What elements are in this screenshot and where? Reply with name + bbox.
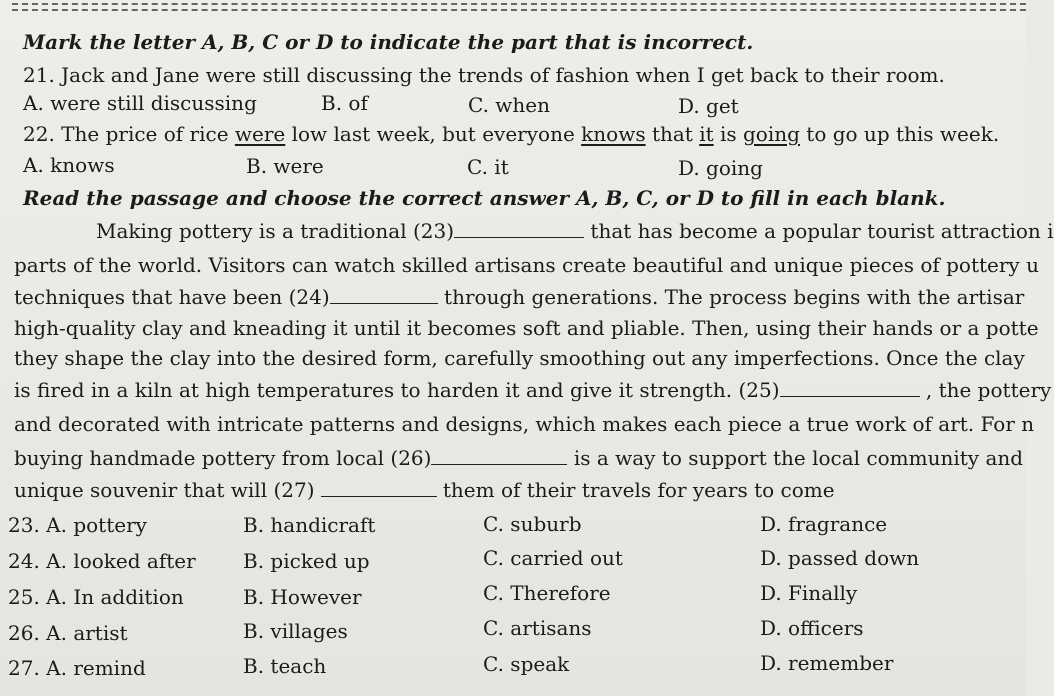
q27-option-c: C. speak	[483, 652, 570, 676]
passage-text: through generations. The process begins with the artisar	[444, 285, 1025, 309]
q21-option-d: D. get	[678, 94, 739, 118]
q24-option-c: C. carried out	[483, 546, 623, 570]
blank-25	[780, 378, 920, 397]
q22-option-a: A. knows	[23, 153, 115, 177]
top-dashed-border	[12, 3, 1026, 5]
passage-text: Making pottery is a traditional (23)	[96, 219, 455, 243]
q22-stem-part: is	[713, 122, 743, 146]
q22-stem-part: that	[645, 122, 700, 146]
q22-option-b: B. were	[246, 154, 324, 178]
passage-text: buying handmade pottery from local (26)	[14, 446, 432, 470]
q22-stem	[23, 122, 999, 146]
q23-option-d: D. fragrance	[760, 512, 888, 536]
q22-underlined-going: going	[743, 122, 800, 146]
passage-text: that has become a popular tourist attraction i	[590, 219, 1054, 243]
q22-stem-part: low last week, but everyone	[285, 122, 582, 146]
passage-text: unique souvenir that will (27)	[14, 478, 315, 502]
blank-24	[330, 285, 438, 304]
q26-option-a: 26. A. artist	[8, 621, 128, 645]
q22-underlined-it: it	[699, 122, 714, 146]
passage-line-4: high-quality clay and kneading it until it becomes soft and pliable. Then, using their hands or a potte	[14, 316, 1039, 340]
q26-option-c: C. artisans	[483, 616, 592, 640]
passage-text: , the pottery	[925, 378, 1052, 402]
q22-underlined-knows: knows	[581, 122, 646, 146]
q26-option-b: B. villages	[243, 619, 348, 643]
q27-option-b: B. teach	[243, 654, 327, 678]
passage-text: is fired in a kiln at high temperatures to harden it and give it strength. (25)	[14, 378, 780, 402]
q24-option-b: B. picked up	[243, 549, 370, 573]
passage-text: them of their travels for years to come	[442, 478, 835, 502]
q22-stem-part: to go up this week.	[799, 122, 1000, 146]
q24-option-d: D. passed down	[760, 546, 920, 570]
passage-line-5: they shape the clay into the desired form, carefully smoothing out any imperfections. Once the clay	[14, 346, 1025, 370]
passage-line-6	[14, 378, 1051, 402]
q24-option-a: 24. A. looked after	[8, 549, 196, 573]
q22-underlined-were: were	[234, 122, 286, 146]
section1-instruction: Mark the letter A, B, C or D to indicate the part that is incorrect.	[23, 30, 754, 54]
passage-line-1	[96, 219, 1054, 243]
q22-option-d: D. going	[678, 156, 763, 180]
passage-line-3	[14, 285, 1024, 309]
q23-option-c: C. suburb	[483, 512, 582, 536]
q27-option-d: D. remember	[760, 651, 894, 675]
q21-option-c: C. when	[468, 93, 551, 117]
passage-line-2: parts of the world. Visitors can watch skilled artisans create beautiful and unique pieces of pottery u	[14, 253, 1039, 277]
q25-option-b: B. However	[243, 585, 362, 609]
q21-stem: 21. Jack and Jane were still discussing the trends of fashion when I get back to their room.	[23, 63, 945, 87]
blank-23	[454, 219, 584, 238]
blank-27	[321, 478, 437, 497]
q21-option-b: B. of	[321, 91, 368, 115]
passage-text: is a way to support the local community and	[573, 446, 1024, 470]
q25-option-d: D. Finally	[760, 581, 858, 605]
top-dashed-border-2	[12, 9, 1026, 11]
passage-line-8	[14, 446, 1023, 470]
section2-instruction: Read the passage and choose the correct answer A, B, C, or D to fill in each blank.	[23, 186, 946, 210]
q22-stem-part: 22. The price of rice	[23, 122, 235, 146]
q23-option-a: 23. A. pottery	[8, 513, 147, 537]
passage-text: techniques that have been (24)	[14, 285, 330, 309]
q25-option-a: 25. A. In addition	[8, 585, 184, 609]
passage-line-7: and decorated with intricate patterns and designs, which makes each piece a true work of art. For n	[14, 412, 1035, 436]
q27-option-a: 27. A. remind	[8, 656, 146, 680]
passage-line-9	[14, 478, 835, 502]
q25-option-c: C. Therefore	[483, 581, 611, 605]
q21-option-a: A. were still discussing	[23, 91, 257, 115]
blank-26	[431, 446, 567, 465]
q23-option-b: B. handicraft	[243, 513, 376, 537]
q26-option-d: D. officers	[760, 616, 864, 640]
q22-option-c: C. it	[467, 155, 509, 179]
